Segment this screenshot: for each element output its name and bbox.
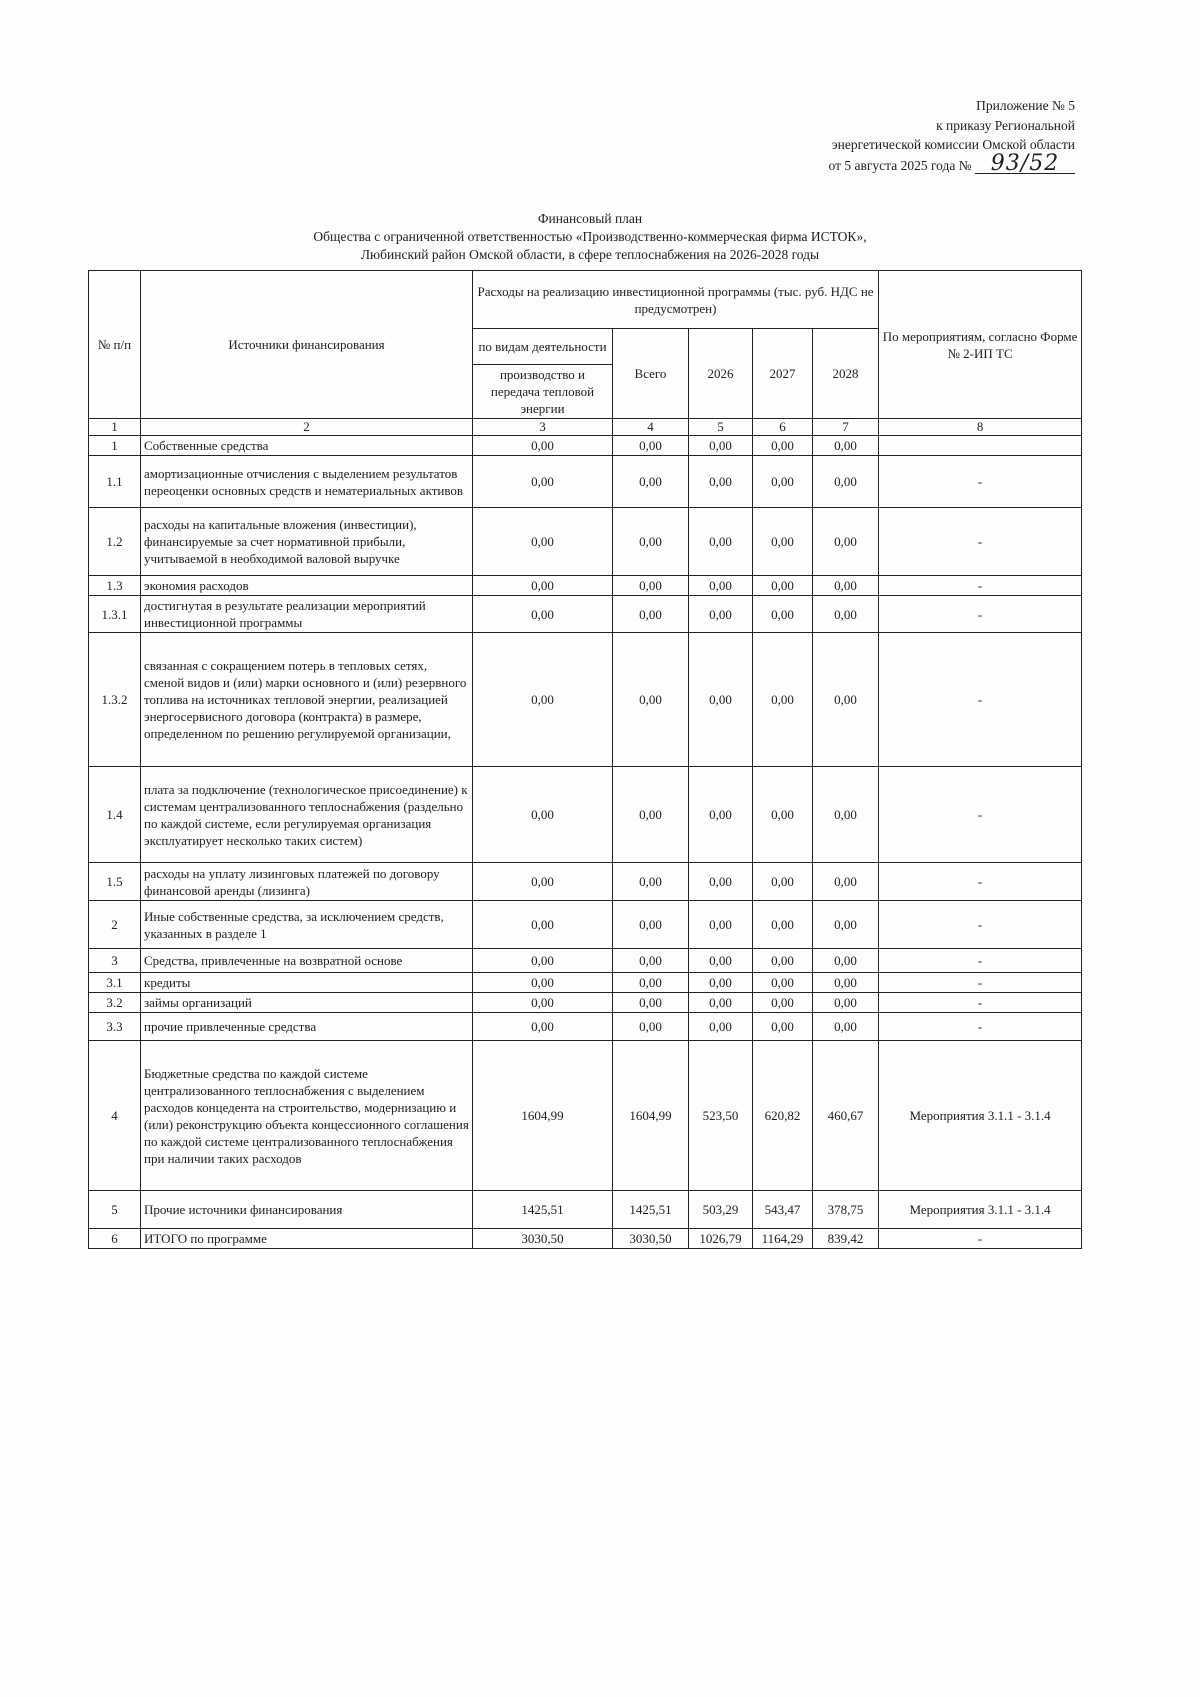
row-2028-value: 0,00 [813, 949, 879, 973]
row-events-value: - [879, 633, 1082, 767]
row-2026-value: 1026,79 [689, 1229, 753, 1249]
row-production-value: 0,00 [473, 973, 613, 993]
row-source-name: экономия расходов [141, 576, 473, 596]
header-by-activity: по видам деятельности [473, 329, 613, 365]
row-2028-value: 0,00 [813, 901, 879, 949]
document-title [0, 210, 1180, 264]
row-number: 1.1 [89, 456, 141, 508]
financial-plan-table [88, 270, 1082, 1249]
row-total-value: 0,00 [613, 596, 689, 633]
row-source-name: достигнутая в результате реализации мероприятий инвестиционной программы [141, 596, 473, 633]
row-2027-value: 0,00 [753, 633, 813, 767]
header-total: Всего [613, 329, 689, 419]
row-production-value: 0,00 [473, 863, 613, 901]
header-2027: 2027 [753, 329, 813, 419]
row-number: 3.1 [89, 973, 141, 993]
order-date-line [828, 150, 1075, 176]
row-number: 3 [89, 949, 141, 973]
row-2028-value: 0,00 [813, 973, 879, 993]
row-2027-value: 0,00 [753, 949, 813, 973]
index-cell: 6 [753, 419, 813, 436]
row-2026-value: 0,00 [689, 576, 753, 596]
row-2028-value: 378,75 [813, 1191, 879, 1229]
index-cell: 7 [813, 419, 879, 436]
header-2026: 2026 [689, 329, 753, 419]
row-2027-value: 0,00 [753, 901, 813, 949]
row-number: 1 [89, 436, 141, 456]
table-row [89, 576, 1082, 596]
row-2026-value: 0,00 [689, 973, 753, 993]
row-production-value: 1425,51 [473, 1191, 613, 1229]
row-2028-value: 460,67 [813, 1041, 879, 1191]
row-number: 1.3 [89, 576, 141, 596]
row-total-value: 0,00 [613, 456, 689, 508]
appendix-line-1: Приложение № 5 [976, 98, 1075, 113]
row-2026-value: 0,00 [689, 767, 753, 863]
header-num: № п/п [89, 271, 141, 419]
row-events-value: - [879, 767, 1082, 863]
row-events-value: - [879, 596, 1082, 633]
row-number: 1.2 [89, 508, 141, 576]
row-production-value: 0,00 [473, 508, 613, 576]
row-production-value: 0,00 [473, 596, 613, 633]
table-row [89, 1191, 1082, 1229]
row-2026-value: 0,00 [689, 633, 753, 767]
row-2027-value: 0,00 [753, 767, 813, 863]
row-number: 2 [89, 901, 141, 949]
row-source-name: расходы на капитальные вложения (инвестиции), финансируемые за счет нормативной прибыли, учитываемой в необходимой валовой выручке [141, 508, 473, 576]
table-row [89, 767, 1082, 863]
row-2027-value: 0,00 [753, 576, 813, 596]
table-row [89, 863, 1082, 901]
title-line-3: Любинский район Омской области, в сфере теплоснабжения на 2026-2028 годы [360, 247, 820, 262]
row-total-value: 0,00 [613, 863, 689, 901]
row-total-value: 0,00 [613, 508, 689, 576]
row-2026-value: 0,00 [689, 863, 753, 901]
row-2028-value: 0,00 [813, 767, 879, 863]
row-number: 1.3.2 [89, 633, 141, 767]
row-2028-value: 0,00 [813, 596, 879, 633]
row-events-value: - [879, 973, 1082, 993]
title-line-2: Общества с ограниченной ответственностью «Производственно-коммерческая фирма ИСТОК», [313, 229, 867, 244]
table-row [89, 436, 1082, 456]
index-cell: 5 [689, 419, 753, 436]
table-row [89, 456, 1082, 508]
row-production-value: 0,00 [473, 993, 613, 1013]
row-source-name: Собственные средства [141, 436, 473, 456]
row-2027-value: 0,00 [753, 436, 813, 456]
column-index-row [89, 419, 1082, 436]
table-row [89, 901, 1082, 949]
table-row [89, 596, 1082, 633]
row-source-name: кредиты [141, 973, 473, 993]
index-cell: 4 [613, 419, 689, 436]
row-source-name: Бюджетные средства по каждой системе централизованного теплоснабжения с выделением расходов концедента на строительство, модернизацию и (или) реконструкцию объекта концессионного соглашения по каждой системе централизованного теплоснабжения при наличии таких расходов [141, 1041, 473, 1191]
appendix-line-2: к приказу Региональной [936, 117, 1075, 133]
row-number: 1.5 [89, 863, 141, 901]
row-2027-value: 620,82 [753, 1041, 813, 1191]
table-row [89, 633, 1082, 767]
row-2027-value: 0,00 [753, 863, 813, 901]
row-2028-value: 0,00 [813, 436, 879, 456]
row-events-value: - [879, 576, 1082, 596]
row-2028-value: 0,00 [813, 633, 879, 767]
row-events-value: - [879, 863, 1082, 901]
row-production-value: 0,00 [473, 436, 613, 456]
row-events-value: Мероприятия 3.1.1 - 3.1.4 [879, 1191, 1082, 1229]
row-2026-value: 0,00 [689, 901, 753, 949]
row-2027-value: 1164,29 [753, 1229, 813, 1249]
row-2028-value: 0,00 [813, 993, 879, 1013]
row-total-value: 1425,51 [613, 1191, 689, 1229]
row-2028-value: 0,00 [813, 863, 879, 901]
order-number: 93/52 [975, 155, 1075, 174]
row-2026-value: 0,00 [689, 596, 753, 633]
row-source-name: Иные собственные средства, за исключением средств, указанных в разделе 1 [141, 901, 473, 949]
index-cell: 8 [879, 419, 1082, 436]
row-production-value: 0,00 [473, 1013, 613, 1041]
row-events-value: - [879, 1229, 1082, 1249]
index-cell: 2 [141, 419, 473, 436]
index-cell: 1 [89, 419, 141, 436]
row-2026-value: 0,00 [689, 993, 753, 1013]
row-production-value: 1604,99 [473, 1041, 613, 1191]
row-events-value: - [879, 1013, 1082, 1041]
row-total-value: 0,00 [613, 993, 689, 1013]
row-events-value: Мероприятия 3.1.1 - 3.1.4 [879, 1041, 1082, 1191]
table-body [89, 419, 1082, 1249]
row-2026-value: 523,50 [689, 1041, 753, 1191]
row-production-value: 0,00 [473, 576, 613, 596]
header-2028: 2028 [813, 329, 879, 419]
row-2027-value: 543,47 [753, 1191, 813, 1229]
table-row [89, 993, 1082, 1013]
row-2026-value: 0,00 [689, 1013, 753, 1041]
row-number: 6 [89, 1229, 141, 1249]
row-events-value: - [879, 901, 1082, 949]
row-2026-value: 0,00 [689, 949, 753, 973]
appendix-block [829, 96, 1075, 175]
row-2027-value: 0,00 [753, 596, 813, 633]
table-row [89, 1013, 1082, 1041]
table-row [89, 1229, 1082, 1249]
row-production-value: 0,00 [473, 901, 613, 949]
row-total-value: 3030,50 [613, 1229, 689, 1249]
row-events-value: - [879, 456, 1082, 508]
row-2028-value: 0,00 [813, 508, 879, 576]
row-2026-value: 0,00 [689, 508, 753, 576]
row-total-value: 0,00 [613, 436, 689, 456]
row-total-value: 0,00 [613, 1013, 689, 1041]
row-total-value: 0,00 [613, 767, 689, 863]
title-line-1: Финансовый план [537, 211, 643, 226]
row-production-value: 0,00 [473, 949, 613, 973]
row-source-name: прочие привлеченные средства [141, 1013, 473, 1041]
row-source-name: Прочие источники финансирования [141, 1191, 473, 1229]
appendix-line-3: энергетической комиссии Омской области [831, 137, 1075, 152]
table-row [89, 508, 1082, 576]
row-events-value: - [879, 949, 1082, 973]
row-total-value: 0,00 [613, 633, 689, 767]
header-expenses: Расходы на реализацию инвестиционной программы (тыс. руб. НДС не предусмотрен) [473, 271, 879, 329]
row-events-value [879, 436, 1082, 456]
row-production-value: 0,00 [473, 633, 613, 767]
row-2027-value: 0,00 [753, 973, 813, 993]
row-2028-value: 0,00 [813, 576, 879, 596]
row-number: 1.3.1 [89, 596, 141, 633]
row-production-value: 3030,50 [473, 1229, 613, 1249]
row-2027-value: 0,00 [753, 1013, 813, 1041]
row-events-value: - [879, 993, 1082, 1013]
row-source-name: расходы на уплату лизинговых платежей по договору финансовой аренды (лизинга) [141, 863, 473, 901]
row-2026-value: 0,00 [689, 436, 753, 456]
order-date-prefix: от 5 августа 2025 года № [828, 157, 972, 173]
index-cell: 3 [473, 419, 613, 436]
row-2026-value: 503,29 [689, 1191, 753, 1229]
row-total-value: 0,00 [613, 901, 689, 949]
row-total-value: 0,00 [613, 949, 689, 973]
row-source-name: связанная с сокращением потерь в тепловых сетях, сменой видов и (или) марки основного и (или) резервного топлива на источниках тепловой энергии, реализацией энергосервисного договора (контракта) в размере, определенном по решению регулируемой организации, [141, 633, 473, 767]
row-2026-value: 0,00 [689, 456, 753, 508]
row-2028-value: 839,42 [813, 1229, 879, 1249]
row-number: 1.4 [89, 767, 141, 863]
header-production: производство и передача тепловой энергии [473, 365, 613, 419]
row-total-value: 0,00 [613, 576, 689, 596]
row-source-name: плата за подключение (технологическое присоединение) к системам централизованного теплоснабжения (раздельно по каждой системе, если регулируемая организация эксплуатирует несколько таких систем) [141, 767, 473, 863]
row-source-name: амортизационные отчисления с выделением результатов переоценки основных средств и нематериальных активов [141, 456, 473, 508]
row-2027-value: 0,00 [753, 456, 813, 508]
row-number: 3.3 [89, 1013, 141, 1041]
header-sources: Источники финансирования [141, 271, 473, 419]
row-2028-value: 0,00 [813, 456, 879, 508]
row-production-value: 0,00 [473, 456, 613, 508]
row-total-value: 0,00 [613, 973, 689, 993]
row-source-name: Средства, привлеченные на возвратной основе [141, 949, 473, 973]
row-2027-value: 0,00 [753, 993, 813, 1013]
row-number: 5 [89, 1191, 141, 1229]
row-source-name: займы организаций [141, 993, 473, 1013]
table-row [89, 949, 1082, 973]
row-events-value: - [879, 508, 1082, 576]
row-number: 3.2 [89, 993, 141, 1013]
row-2028-value: 0,00 [813, 1013, 879, 1041]
row-total-value: 1604,99 [613, 1041, 689, 1191]
row-production-value: 0,00 [473, 767, 613, 863]
row-2027-value: 0,00 [753, 508, 813, 576]
row-number: 4 [89, 1041, 141, 1191]
row-source-name: ИТОГО по программе [141, 1229, 473, 1249]
table-row [89, 973, 1082, 993]
table-row [89, 1041, 1082, 1191]
header-by-events: По мероприятиям, согласно Форме № 2-ИП ТС [879, 271, 1082, 419]
